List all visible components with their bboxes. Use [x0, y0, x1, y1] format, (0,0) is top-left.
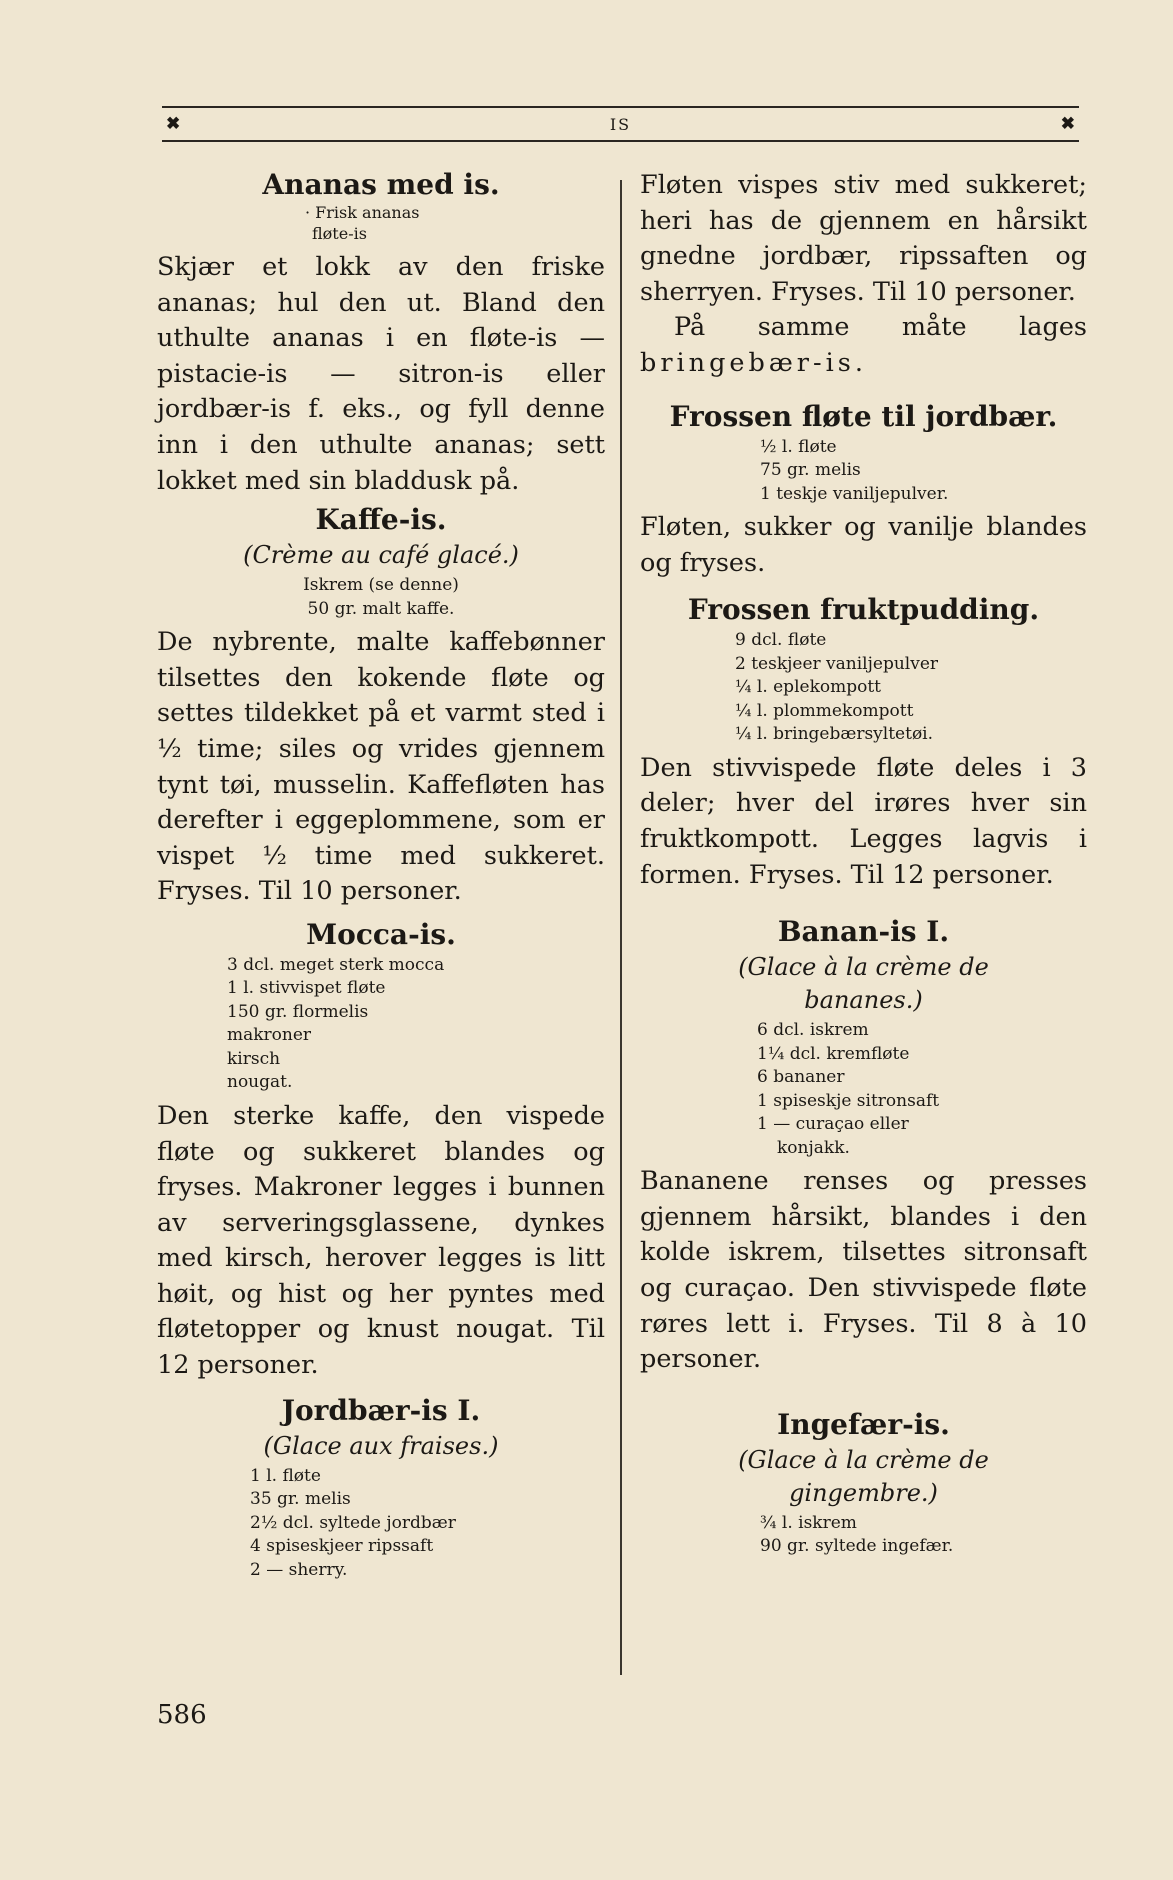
- ingredient-item: 1 l. fløte: [250, 1465, 321, 1486]
- recipe-text: Den sterke kaffe, den vispede fløte og sukkeret blandes og fryses. Makroner legges i bunnen av serveringsglassene, dynkes med kirsch, herover legges is litt høit, og hist og her pyntes med fløtetopper og knust nougat. Til 12 personer.: [157, 1100, 605, 1381]
- recipe-title: Mocca-is.: [306, 917, 456, 951]
- ingredient-list: [157, 1465, 605, 1583]
- ingredient-item: kirsch: [227, 1048, 281, 1069]
- ingredient-item: nougat.: [227, 1072, 293, 1093]
- recipe-subtitle: (Glace à la crème de bananes.): [738, 953, 989, 1015]
- recipe-kaffe-is: [157, 503, 605, 910]
- recipe-title: Frossen fruktpudding.: [687, 593, 1040, 627]
- running-header: [162, 106, 1079, 142]
- ingredient-item: ¼ l. plommekompott: [735, 700, 914, 721]
- ingredient-item: 35 gr. melis: [250, 1489, 351, 1510]
- ingredient-item: ¼ l. eplekompott: [735, 677, 882, 698]
- variant-lead: På samme måte lages: [674, 312, 1087, 343]
- recipe-mocca-is: [157, 918, 605, 1384]
- recipe-text: Fløten, sukker og vanilje blandes og fryses.: [640, 512, 1087, 578]
- ingredient-item: 150 gr. flormelis: [227, 1001, 369, 1022]
- recipe-title: Jordbær-is I.: [281, 1393, 481, 1427]
- ingredient-item: ¼ l. bringebærsyltetøi.: [735, 724, 934, 745]
- right-ornament-icon: ✖: [1060, 114, 1075, 134]
- recipe-title: Ingefær-is.: [777, 1407, 950, 1441]
- recipe-title: Frossen fløte til jordbær.: [669, 399, 1058, 433]
- recipe-frossen-fruktpudding: [640, 593, 1087, 893]
- ingredient-item: makroner: [227, 1025, 312, 1046]
- right-column: [640, 168, 1087, 1563]
- ingredient-item: fløte-is: [312, 224, 367, 243]
- ingredient-list: [157, 954, 605, 1095]
- running-title: IS: [609, 115, 632, 134]
- ingredient-item: 6 dcl. iskrem: [757, 1020, 869, 1041]
- recipe-text: Bananene renses og presses gjennem hårsikt, blandes i den kolde iskrem, tilsettes sitronsaft og curaçao. Den stivvispede fløte røres lett i. Fryses. Til 8 à 10 personer.: [640, 1166, 1087, 1375]
- ingredient-item: ¾ l. iskrem: [760, 1512, 857, 1533]
- recipe-text: Skjær et lokk av den friske ananas; hul den ut. Bland den uthulte ananas i en fløte-is — pistacie-is — sitron-is eller jordbær-is f. eks., og fyll denne inn i den uthulte ananas; sett lokket med sin bladdusk på.: [157, 252, 605, 496]
- ingredient-item: 75 gr. melis: [760, 460, 861, 481]
- recipe-text: Den stivvispede fløte deles i 3 deler; hver del irøres hver sin fruktkompott. Legges lagvis i formen. Fryses. Til 12 personer.: [640, 752, 1087, 890]
- ingredient-item: 1 spiseskje sitronsaft: [757, 1090, 940, 1111]
- ingredient-item: · Frisk ananas: [305, 203, 420, 222]
- left-ornament-icon: ✖: [166, 114, 181, 134]
- recipe-banan-is: [640, 915, 1087, 1378]
- ingredient-item: 1¼ dcl. kremfløte: [757, 1043, 910, 1064]
- ingredient-list: [640, 1512, 1087, 1559]
- recipe-jordbaer-is: [157, 1394, 605, 1583]
- recipe-subtitle: (Glace aux fraises.): [263, 1431, 499, 1460]
- ingredient-item: 1 l. stivvispet fløte: [227, 978, 386, 999]
- ingredient-item: 50 gr. malt kaffe.: [307, 598, 455, 619]
- recipe-title: Ananas med is.: [262, 168, 500, 201]
- recipe-jordbaer-is-continued: [640, 168, 1087, 382]
- recipe-title: Kaffe-is.: [315, 503, 447, 537]
- recipe-frossen-flote: [640, 400, 1087, 582]
- ingredient-item: Iskrem (se denne): [303, 575, 459, 596]
- ingredient-list: [157, 574, 605, 621]
- ingredient-item: konjakk.: [777, 1137, 850, 1158]
- recipe-subtitle: (Glace à la crème de gingembre.): [738, 1445, 989, 1507]
- column-divider: [620, 180, 622, 1675]
- ingredient-item: 1 teskje vaniljepulver.: [760, 483, 949, 504]
- left-column: [157, 168, 605, 1586]
- page-number: 586: [157, 1700, 207, 1730]
- ingredient-item: 2 teskjeer vaniljepulver: [735, 653, 939, 674]
- recipe-ananas-med-is: [157, 168, 605, 499]
- recipe-title: Banan-is I.: [777, 915, 950, 949]
- ingredient-item: 2 — sherry.: [250, 1559, 348, 1580]
- ingredient-item: ½ l. fløte: [760, 436, 837, 457]
- ingredient-list: [640, 629, 1087, 747]
- recipe-text: Fløten vispes stiv med sukkeret; heri has de gjennem en hårsikt gnedne jordbær, ripssaften og sherryen. Fryses. Til 10 personer.: [640, 170, 1087, 307]
- ingredient-list: [640, 1019, 1087, 1160]
- recipe-subtitle: (Crème au café glacé.): [243, 541, 519, 570]
- recipe-text: De nybrente, malte kaffebønner tilsettes den kokende fløte og settes tildekket på et varmt sted i ½ time; siles og vrides gjennem tynt tøi, musselin. Kaffefløten has derefter i eggeplommene, som er vispet ½ time med sukkeret. Fryses. Til 10 personer.: [157, 627, 605, 907]
- ingredient-item: 3 dcl. meget sterk mocca: [227, 954, 445, 975]
- recipe-text-variant: [640, 310, 1087, 381]
- ingredient-item: 1 — curaçao eller: [757, 1114, 909, 1135]
- ingredient-item: 90 gr. syltede ingefær.: [760, 1536, 954, 1557]
- ingredient-item: 2½ dcl. syltede jordbær: [250, 1512, 456, 1533]
- ingredient-item: 6 bananer: [757, 1067, 845, 1088]
- recipe-ingefaer-is: [640, 1408, 1087, 1559]
- ingredient-list: [640, 436, 1087, 507]
- ingredient-item: 4 spiseskjeer ripssaft: [250, 1536, 434, 1557]
- ingredient-list: [157, 202, 605, 244]
- variant-name: bringebær-is.: [640, 347, 867, 378]
- ingredient-item: 9 dcl. fløte: [735, 630, 827, 651]
